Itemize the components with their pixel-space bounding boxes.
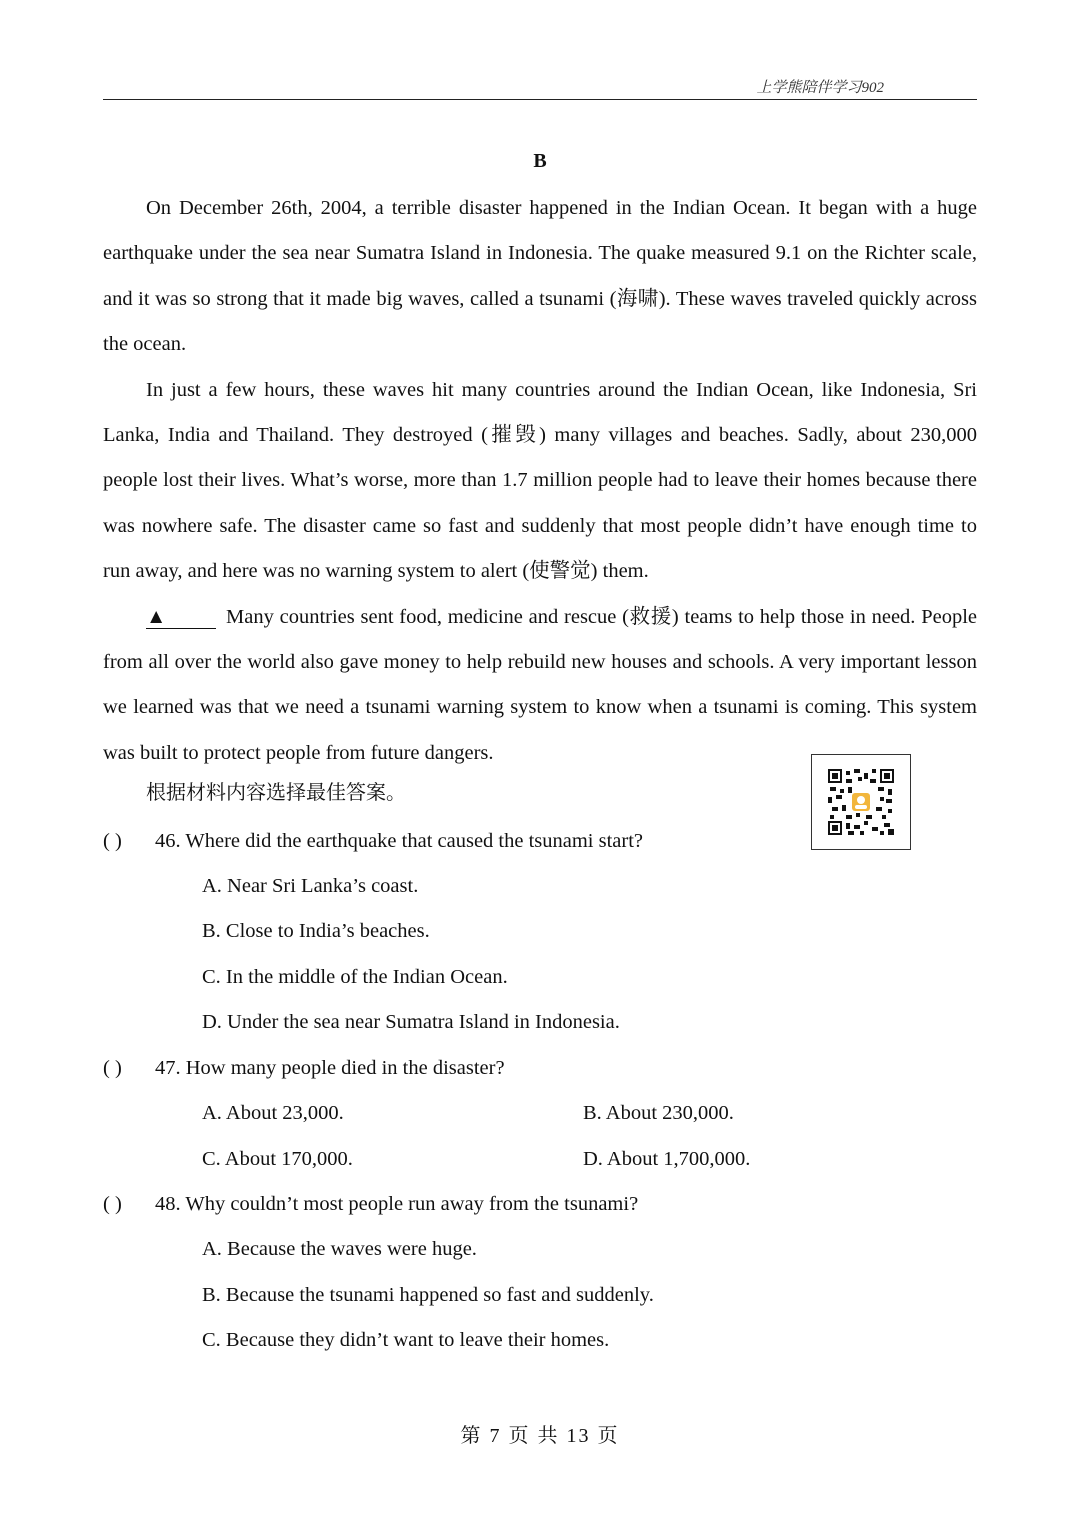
question-46 bbox=[103, 830, 643, 853]
header-divider bbox=[103, 99, 977, 100]
option-b: B. Close to India’s beaches. bbox=[202, 920, 430, 942]
section-title: B bbox=[533, 150, 547, 172]
option-a: A. Near Sri Lanka’s coast. bbox=[202, 875, 419, 897]
option-c: C. About 170,000. bbox=[202, 1148, 353, 1170]
question-48 bbox=[103, 1193, 638, 1216]
option-a: A. Because the waves were huge. bbox=[202, 1238, 477, 1260]
passage-paragraph-2: In just a few hours, these waves hit many countries around the Indian Ocean, like Indonesia, Sri Lanka, India and Thailand. They destroyed (摧毁) many villages and beaches. Sadly, about 230,000 people lost their lives. What’s worse, more than 1.7 million people had to leave their homes because there was nowhere safe. The disaster came so fast and suddenly that most people didn’t have enough time to run away, and here was no warning system to alert (使警觉) them. bbox=[103, 378, 977, 583]
option-c: C. Because they didn’t want to leave their homes. bbox=[202, 1329, 610, 1351]
qr-code-icon bbox=[828, 769, 894, 835]
question-text: 48. Why couldn’t most people run away from the tsunami? bbox=[155, 1193, 639, 1215]
answer-paren[interactable]: ( ) bbox=[103, 1057, 122, 1079]
qr-code bbox=[811, 754, 911, 850]
page-header: 上学熊陪伴学习902 bbox=[756, 80, 884, 96]
answer-blank[interactable]: ▲ bbox=[146, 606, 216, 629]
question-47 bbox=[103, 1057, 505, 1080]
option-c: C. In the middle of the Indian Ocean. bbox=[202, 966, 508, 988]
option-d: D. Under the sea near Sumatra Island in Indonesia. bbox=[202, 1011, 620, 1033]
page-footer: 第 7 页 共 13 页 bbox=[460, 1425, 620, 1447]
passage-paragraph-3-text: Many countries sent food, medicine and rescue (救援) teams to help those in need. People from all over the world also gave money to help rebuild new houses and schools. A very important lesson we learned was that we need a tsunami warning system to know when a tsunami is coming. This system was built to protect people from future dangers. bbox=[103, 605, 977, 764]
reading-passage bbox=[103, 186, 977, 776]
instruction: 根据材料内容选择最佳答案。 bbox=[146, 780, 406, 804]
answer-paren[interactable]: ( ) bbox=[103, 830, 122, 852]
option-b: B. About 230,000. bbox=[583, 1102, 734, 1124]
option-b: B. Because the tsunami happened so fast and suddenly. bbox=[202, 1284, 654, 1306]
passage-paragraph-3 bbox=[103, 595, 977, 777]
answer-paren[interactable]: ( ) bbox=[103, 1193, 122, 1215]
option-a: A. About 23,000. bbox=[202, 1102, 344, 1124]
passage-paragraph-1: On December 26th, 2004, a terrible disaster happened in the Indian Ocean. It began with a huge earthquake under the sea near Sumatra Island in Indonesia. The quake measured 9.1 on the Richter scale, and it was so strong that it made big waves, called a tsunami (海啸). These waves traveled quickly across the ocean. bbox=[103, 197, 977, 356]
question-text: 47. How many people died in the disaster? bbox=[155, 1057, 505, 1079]
question-text: 46. Where did the earthquake that caused the tsunami start? bbox=[155, 830, 644, 852]
option-d: D. About 1,700,000. bbox=[583, 1148, 751, 1170]
